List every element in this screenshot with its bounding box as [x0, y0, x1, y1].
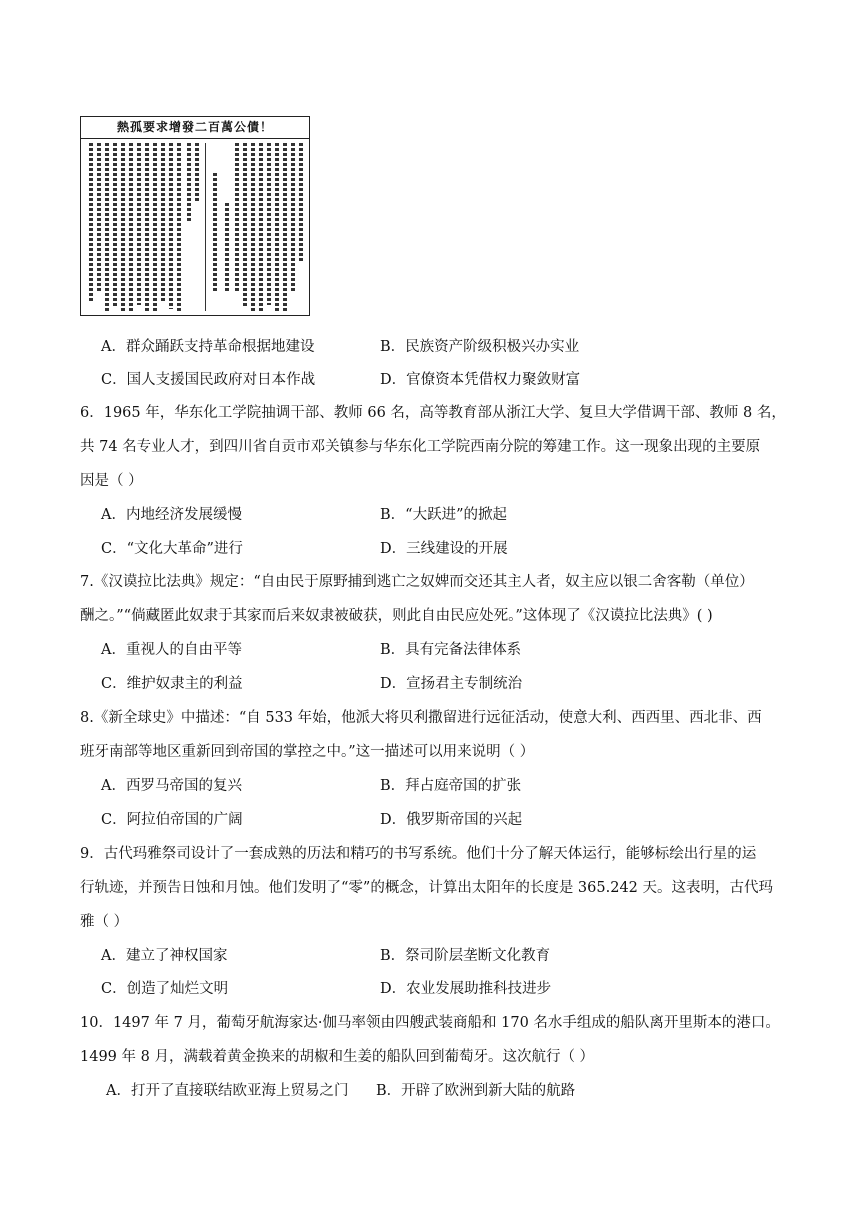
q6-option-a: A．内地经济发展缓慢 — [101, 507, 242, 523]
q7-option-c: C．维护奴隶主的利益 — [101, 676, 243, 692]
q5-option-c: C．国人支援国民政府对日本作战 — [101, 372, 316, 388]
q8-stem-line-2: 班牙南部等地区重新回到帝国的掌控之中。”这一描述可以用来说明（ ） — [80, 744, 535, 760]
q8-option-c: C．阿拉伯帝国的广阔 — [101, 812, 243, 828]
q8-option-d: D．俄罗斯帝国的兴起 — [380, 812, 523, 828]
q6-stem-line-1: 6．1965 年，华东化工学院抽调干部、教师 66 名，高等教育部从浙江大学、复旦大学借调干部、教师 8 名， — [80, 405, 786, 421]
q9-stem-line-2: 行轨迹，并预告日蚀和月蚀。他们发明了“零”的概念，计算出太阳年的长度是 365.242 天。这表明，古代玛 — [80, 880, 774, 896]
q5-option-d: D．官僚资本凭借权力聚敛财富 — [380, 372, 581, 388]
q6-stem-line-2: 共 74 名专业人才，到四川省自贡市邓关镇参与华东化工学院西南分院的筹建工作。这一现象出现的主要原 — [80, 439, 761, 455]
q7-option-b: B．具有完备法律体系 — [380, 642, 522, 658]
q10-stem-line-1: 10．1497 年 7 月，葡萄牙航海家达·伽马率领由四艘武装商船和 170 名水手组成的船队离开里斯本的港口。 — [80, 1015, 780, 1031]
q6-option-b: B．“大跃进”的掀起 — [380, 507, 507, 523]
q10-option-a: A．打开了直接联结欧亚海上贸易之门 — [106, 1083, 349, 1099]
q7-stem-line-2: 酬之。”“倘藏匿此奴隶于其家而后来奴隶被破获，则此自由民应处死。”这体现了《汉谟拉比法典》( ) — [80, 608, 713, 624]
q9-option-a: A．建立了神权国家 — [101, 948, 228, 964]
clipping-columns — [85, 143, 305, 311]
q6-stem-line-3: 因是（ ） — [80, 473, 143, 489]
q9-stem-line-3: 雅（ ） — [80, 914, 129, 930]
q8-option-b: B．拜占庭帝国的扩张 — [380, 778, 522, 794]
q7-option-a: A．重视人的自由平等 — [101, 642, 242, 658]
q5-option-b: B．民族资产阶级积极兴办实业 — [380, 339, 580, 355]
q8-stem-line-1: 8.《新全球史》中描述：“自 533 年始，他派大将贝利撒留进行远征活动，使意大利、西西里、西北非、西 — [80, 710, 762, 726]
q9-option-d: D．农业发展助推科技进步 — [380, 981, 552, 997]
q8-option-a: A．西罗马帝国的复兴 — [101, 778, 242, 794]
q10-option-b: B．开辟了欧洲到新大陆的航路 — [376, 1083, 576, 1099]
q6-option-c: C．“文化大革命”进行 — [101, 541, 243, 557]
q6-option-d: D．三线建设的开展 — [380, 541, 508, 557]
q7-option-d: D．宣扬君主专制统治 — [380, 676, 523, 692]
newspaper-clipping-image — [80, 116, 310, 316]
clipping-headline: 熱孤要求增發二百萬公債！ — [81, 117, 309, 139]
q9-stem-line-1: 9．古代玛雅祭司设计了一套成熟的历法和精巧的书写系统。他们十分了解天体运行，能够标绘出行星的运 — [80, 846, 757, 862]
q9-option-c: C．创造了灿烂文明 — [101, 981, 229, 997]
q5-option-a: A．群众踊跃支持革命根据地建设 — [101, 339, 315, 355]
q9-option-b: B．祭司阶层垄断文化教育 — [380, 948, 551, 964]
q10-stem-line-2: 1499 年 8 月，满载着黄金换来的胡椒和生姜的船队回到葡萄牙。这次航行（ ） — [80, 1049, 595, 1065]
q7-stem-line-1: 7.《汉谟拉比法典》规定：“自由民于原野捕到逃亡之奴婢而交还其主人者，奴主应以银二舍客勒（单位） — [80, 574, 754, 590]
